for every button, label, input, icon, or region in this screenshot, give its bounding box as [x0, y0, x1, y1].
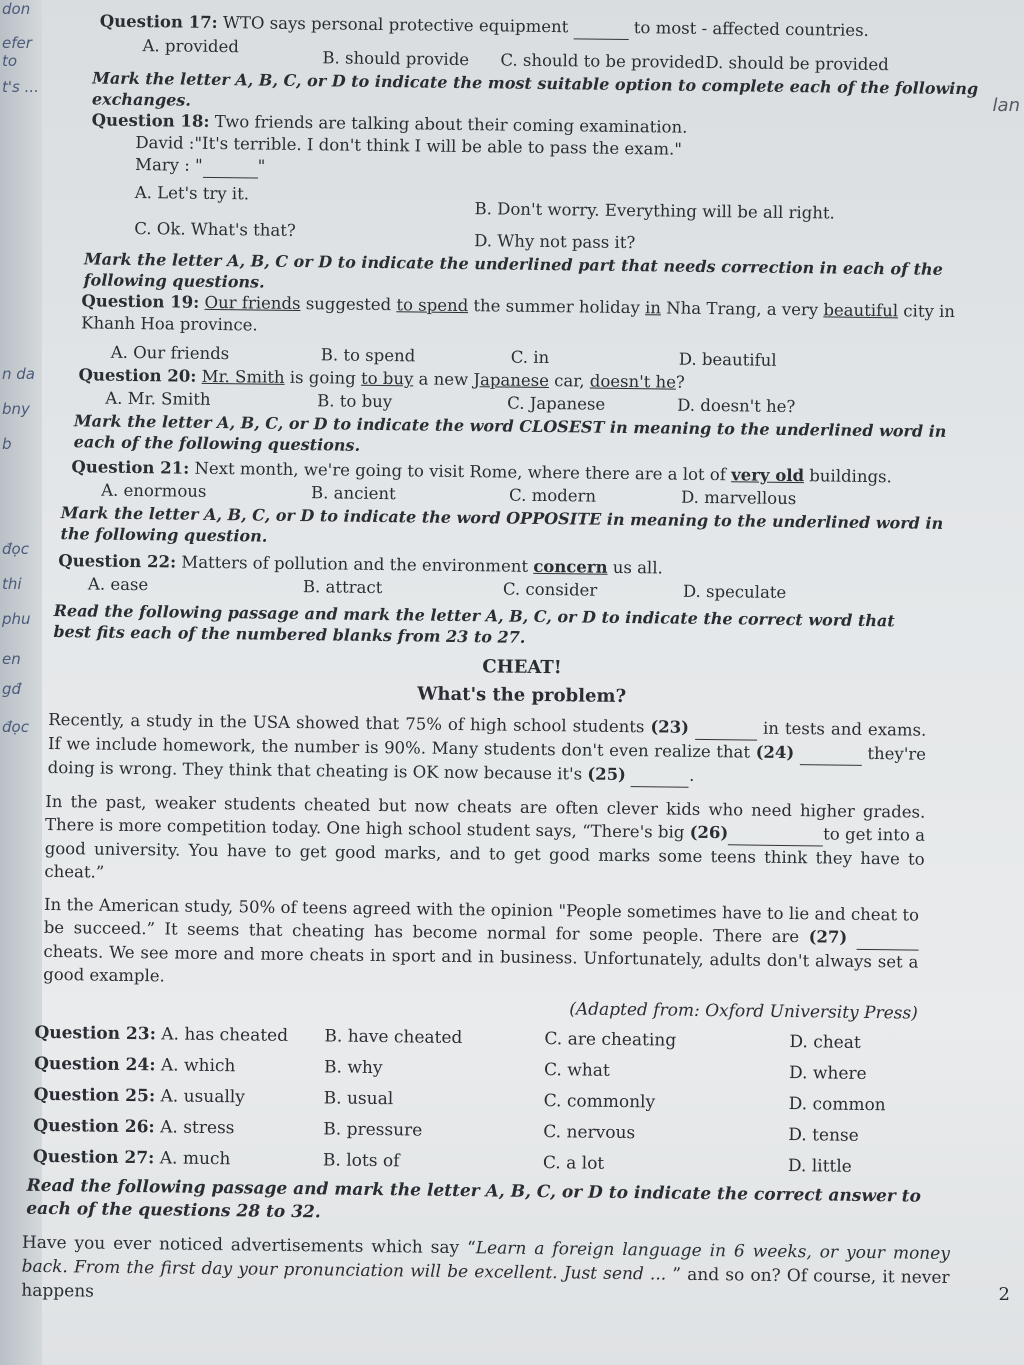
- question-21-stem: Question 21: Next month, we're going to visit Rome, where there are a lot of very old buildings.: [71, 457, 892, 487]
- answer-options-grid: [33, 1018, 993, 1185]
- margin-note: efer to: [2, 34, 32, 70]
- margin-note: don: [2, 0, 31, 18]
- question-19-stem: Question 19: Our friends suggested to spend the summer holiday in Nha Trang, a very beautiful city in Khanh Hoa province.: [81, 291, 956, 335]
- option[interactable]: A. enormous: [101, 480, 207, 501]
- passage-paragraph-2: In the past, weaker students cheated but now cheats are often clever kids who need higher grades. There is more competition today. One high school student says, “There's big (26) to get into a good university. You have to get good marks, and to get good marks some teens think they have to cheat.”: [44, 791, 926, 882]
- option[interactable]: C. consider: [502, 579, 598, 600]
- dialogue-mary: Mary : " ": [53, 153, 1003, 188]
- passage-title: CHEAT!: [482, 656, 562, 679]
- passage-paragraph-1: Recently, a study in the USA showed that 75% of high school students (23) in tests and exams. If we include homework, the number is 90%. Many students don't even realize that (24) they're doing is wrong. They think that cheating is OK now because it's (25) .: [46, 708, 997, 792]
- option[interactable]: B. to buy: [317, 391, 393, 412]
- option[interactable]: A. Our friends: [110, 342, 230, 364]
- instruction-passage-1: Read the following passage and mark the letter A, B, C, or D to indicate the correct word that best fits each of the numbered blanks from 23 to 27.: [53, 601, 895, 647]
- answer-blank: [857, 926, 919, 951]
- answer-blank: [728, 821, 823, 846]
- question-20-stem: Question 20: Mr. Smith is going to buy a new Japanese car, doesn't he?: [78, 365, 685, 392]
- option[interactable]: D. marvellous: [680, 487, 797, 509]
- option[interactable]: A. provided: [142, 36, 239, 57]
- dialogue-david: David :"It's terrible. I don't think I will be able to pass the exam.": [135, 132, 682, 159]
- answer-option[interactable]: C. a lot: [542, 1153, 605, 1174]
- passage-2-paragraph: Have you ever noticed advertisements which say “Learn a foreign language in 6 weeks, or your money back. From the first day your pronunciation will be excellent. Just send ... ” and so on? Of course, it never happens: [21, 1232, 950, 1302]
- right-margin-note: lan: [992, 95, 1020, 116]
- exam-content: [21, 10, 1005, 1322]
- option[interactable]: D. Why not pass it?: [474, 231, 636, 253]
- margin-note: đọc: [2, 540, 29, 558]
- option[interactable]: D. beautiful: [678, 349, 777, 370]
- option[interactable]: C. in: [510, 347, 550, 368]
- answer-option[interactable]: C. are cheating: [544, 1029, 677, 1051]
- instruction-opposite: Mark the letter A, B, C, or D to indicate the word OPPOSITE in meaning to the underlined word in the following question.: [60, 503, 944, 546]
- option[interactable]: D. doesn't he?: [677, 395, 796, 417]
- answer-blank: [573, 16, 628, 40]
- margin-note: bny: [2, 400, 30, 418]
- instruction-correction: Mark the letter A, B, C or D to indicate the underlined part that needs correction in each of the following questions.: [83, 249, 943, 292]
- passage-subtitle: What's the problem?: [417, 683, 627, 708]
- answer-option[interactable]: B. pressure: [323, 1119, 423, 1141]
- margin-note: đọc: [2, 718, 29, 736]
- answer-option[interactable]: D. tense: [788, 1125, 859, 1146]
- answer-option[interactable]: C. commonly: [543, 1091, 656, 1113]
- option[interactable]: D. should be provided: [705, 52, 889, 75]
- answer-option[interactable]: B. lots of: [322, 1150, 400, 1172]
- answer-option[interactable]: D. where: [788, 1063, 867, 1084]
- option[interactable]: C. modern: [508, 485, 597, 506]
- option[interactable]: B. Don't worry. Everything will be all right.: [474, 199, 835, 223]
- answer-option[interactable]: D. cheat: [789, 1032, 861, 1053]
- option[interactable]: A. Mr. Smith: [105, 388, 211, 409]
- option[interactable]: C. Ok. What's that?: [134, 218, 296, 240]
- answer-row-25-a[interactable]: Question 25: A. usually: [33, 1084, 246, 1108]
- margin-note: t's ...: [2, 78, 39, 96]
- margin-note: phu: [2, 610, 31, 628]
- option[interactable]: C. should to be provided: [500, 50, 706, 72]
- instruction-exchanges: Mark the letter A, B, C, or D to indicate the most suitable option to complete each of the following exchanges.: [91, 68, 979, 110]
- answer-row-26-a[interactable]: Question 26: A. stress: [33, 1115, 235, 1139]
- answer-row-23-a[interactable]: Question 23: A. has cheated: [34, 1022, 289, 1046]
- margin-note: thi: [2, 575, 22, 593]
- option[interactable]: C. Japanese: [507, 393, 606, 414]
- answer-blank: [203, 155, 258, 179]
- margin-note: n da: [2, 365, 35, 383]
- answer-option[interactable]: C. what: [543, 1060, 610, 1081]
- answer-row-24-a[interactable]: Question 24: A. which: [34, 1053, 236, 1077]
- page-number: 2: [998, 1284, 1010, 1305]
- answer-option[interactable]: B. usual: [323, 1088, 394, 1110]
- answer-option[interactable]: C. nervous: [543, 1122, 636, 1144]
- option[interactable]: D. speculate: [682, 581, 787, 602]
- question-17-stem: Question 17: WTO says personal protective equipment to most - affected countries.: [99, 11, 869, 40]
- answer-option[interactable]: D. common: [788, 1094, 886, 1116]
- instruction-closest: Mark the letter A, B, C, or D to indicate the word CLOSEST in meaning to the underlined word in each of the following questions.: [73, 411, 947, 455]
- answer-blank: [695, 716, 757, 741]
- option[interactable]: B. attract: [302, 577, 383, 598]
- answer-row-27-a[interactable]: Question 27: A. much: [32, 1146, 231, 1170]
- margin-note: en: [2, 650, 21, 668]
- option[interactable]: B. should provide: [322, 48, 470, 70]
- answer-blank: [800, 741, 862, 766]
- question-22-stem: Question 22: Matters of pollution and the environment concern us all.: [58, 551, 663, 578]
- option[interactable]: B. ancient: [311, 483, 396, 504]
- answer-option[interactable]: B. have cheated: [324, 1026, 463, 1049]
- option[interactable]: B. to spend: [320, 345, 416, 366]
- option[interactable]: A. Let's try it.: [134, 182, 250, 204]
- margin-note: b: [2, 435, 12, 453]
- answer-option[interactable]: B. why: [323, 1057, 383, 1079]
- instruction-passage-2: Read the following passage and mark the letter A, B, C, or D to indicate the correct answer to each of the questions 28 to 32.: [26, 1175, 922, 1223]
- question-18-stem: Question 18: Two friends are talking about their coming examination.: [91, 110, 688, 137]
- answer-blank: [631, 763, 689, 788]
- answer-option[interactable]: D. little: [787, 1156, 852, 1177]
- margin-note: gđ: [2, 680, 22, 698]
- passage-source: (Adapted from: Oxford University Press): [569, 999, 918, 1024]
- passage-paragraph-3: In the American study, 50% of teens agreed with the opinion "People sometimes have to lie and cheat to be succeed.” It seems that cheating has become normal for some people. There are (27) cheats. We see more and more cheats in sport and in business. Unfortunately, adults don't always set a good example.: [43, 894, 920, 986]
- option[interactable]: A. ease: [87, 574, 149, 595]
